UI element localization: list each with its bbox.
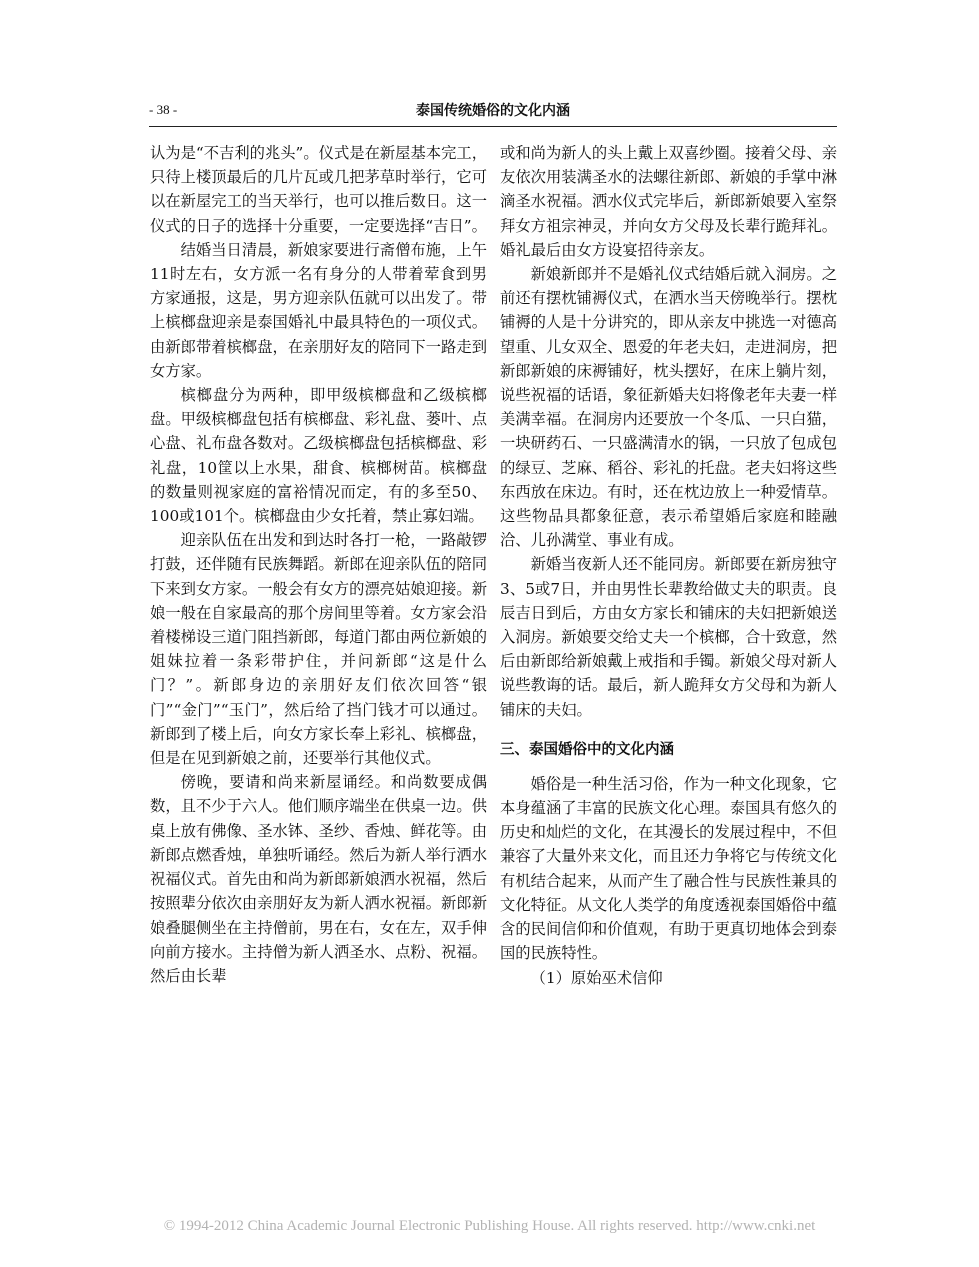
copyright-footer: © 1994-2012 China Academic Journal Electronic Publishing House. All rights reserved. http://www.cnki.net [163,1218,816,1234]
left-column [150,141,487,988]
page-number: - 38 - [149,102,178,117]
right-column [500,141,837,990]
paragraph: 迎亲队伍在出发和到达时各打一枪，一路敲锣打鼓，还伴随有民族舞蹈。新郎在迎亲队伍的陪同下来到女方家。一般会有女方的漂亮姑娘迎接。新娘一般在自家最高的那个房间里等着。女方家会沿着楼梯设三道门阻挡新郎，每道门都由两位新娘的姐妹拉着一条彩带护住，并问新郎“这是什么门？”。新郎身边的亲朋好友们依次回答“银门”“金门”“玉门”，然后给了挡门钱才可以通过。新郎到了楼上后，向女方家长奉上彩礼、槟榔盘，但是在见到新娘之前，还要举行其他仪式。 [150,531,487,768]
paragraph: 结婚当日清晨，新娘家要进行斋僧布施，上午11时左右，女方派一名有身分的人带着荤食到男方家通报，这是，男方迎亲队伍就可以出发了。带上槟榔盘迎亲是泰国婚礼中最具特色的一项仪式。由新郎带着槟榔盘，在亲朋好友的陪同下一路走到女方家。 [150,240,487,380]
paragraph: 认为是“不吉利的兆头”。仪式是在新屋基本完工，只待上楼顶最后的几片瓦或几把茅草时举行，它可以在新屋完工的当天举行，也可以推后数日。这一仪式的日子的选择十分重要，一定要选择“吉日”。 [150,144,487,235]
paragraph: 新婚当夜新人还不能同房。新郎要在新房独守3、5或7日，并由男性长辈教给做丈夫的职责。良辰吉日到后，方由女方家长和铺床的夫妇把新娘送入洞房。新娘要交给丈夫一个槟榔，合十致意，然后由新郎给新娘戴上戒指和手镯。新娘父母对新人说些教诲的话。最后，新人跪拜女方父母和为新人铺床的夫妇。 [500,555,837,719]
paragraph: 新娘新郎并不是婚礼仪式结婚后就入洞房。之前还有摆枕铺褥仪式，在洒水当天傍晚举行。摆枕铺褥的人是十分讲究的，即从亲友中挑选一对德高望重、儿女双全、恩爱的年老夫妇，走进洞房，把新郎新娘的床褥铺好，枕头摆好，在床上躺片刻，说些祝福的话语，象征新婚夫妇将像老年夫妻一样美满幸福。在洞房内还要放一个冬瓜、一只白猫，一块研药石、一只盛满清水的锅，一只放了包成包的绿豆、芝麻、稻谷、彩礼的托盘。老夫妇将这些东西放在床边。有时，还在枕边放上一种爱情草。这些物品具都象征意，表示希望婚后家庭和睦融洽、儿孙满堂、事业有成。 [500,265,837,550]
paragraph: 或和尚为新人的头上戴上双喜纱圈。接着父母、亲友依次用装满圣水的法螺往新郎、新娘的手掌中淋滴圣水祝福。洒水仪式完毕后，新郎新娘要入室祭拜女方祖宗神灵，并向女方父母及长辈行跪拜礼。婚礼最后由女方设宴招待亲友。 [500,144,837,259]
section-heading: 三、泰国婚俗中的文化内涵 [500,741,674,758]
paragraph: 槟榔盘分为两种，即甲级槟榔盘和乙级槟榔盘。甲级槟榔盘包括有槟榔盘、彩礼盘、蒌叶、点心盘、礼布盘各数对。乙级槟榔盘包括槟榔盘、彩礼盘，10筐以上水果，甜食、槟榔树苗。槟榔盘的数量则视家庭的富裕情况而定，有的多至50、100或101个。槟榔盘由少女托着，禁止寡妇端。 [150,386,487,526]
paragraph: 婚俗是一种生活习俗，作为一种文化现象，它本身蕴涵了丰富的民族文化心理。泰国具有悠久的历史和灿烂的文化，在其漫长的发展过程中，不但兼容了大量外来文化，而且还力争将它与传统文化有机结合起来，从而产生了融合性与民族性兼具的文化特征。从文化人类学的角度透视泰国婚俗中蕴含的民间信仰和价值观，有助于更真切地体会到泰国的民族特性。 [500,774,837,963]
page-header [149,100,837,124]
paragraph: 傍晚，要请和尚来新屋诵经。和尚数要成偶数，且不少于六人。他们顺序端坐在供桌一边。供桌上放有佛像、圣水钵、圣纱、香烛、鲜花等。由新郎点燃香烛，单独听诵经。然后为新人举行洒水祝福仪式。首先由和尚为新郎新娘洒水祝福，然后按照辈分依次由亲朋好友为新人洒水祝福。新郎新娘叠腿侧坐在主持僧前，男在右，女在左，双手伸向前方接水。主持僧为新人洒圣水、点粉、祝福。然后由长辈 [150,773,487,985]
running-title: 泰国传统婚俗的文化内涵 [416,103,570,119]
sub-heading: （1）原始巫术信仰 [530,968,663,987]
header-rule [149,126,837,127]
